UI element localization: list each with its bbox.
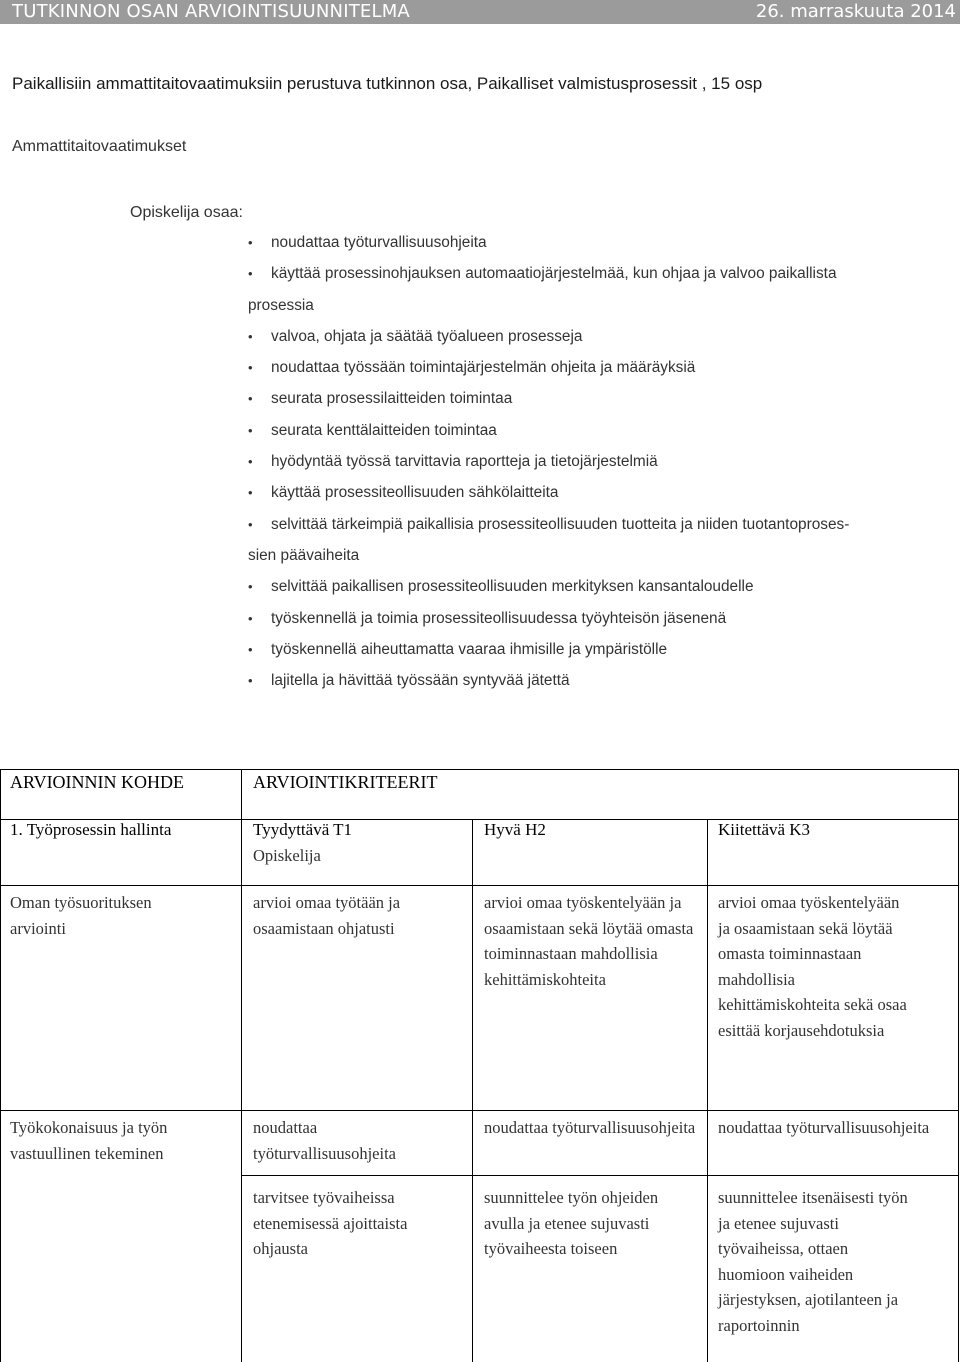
- list-item: • käyttää prosessinohjauksen automaatiojärjestelmää, kun ohjaa ja valvoo paikallista: [248, 258, 958, 289]
- list-item: • lajitella ja hävittää työssään syntyvää jätettä: [248, 665, 958, 696]
- topic-title: 1. Työprosessin hallinta: [10, 820, 172, 839]
- lead-text: Opiskelija osaa:: [130, 204, 243, 221]
- table-border: [0, 885, 959, 886]
- list-item: • valvoa, ohjata ja säätää työalueen prosesseja: [248, 321, 958, 352]
- grade-k3-header: Kiitettävä K3: [718, 820, 811, 839]
- bullet-icon: •: [248, 235, 253, 250]
- list-item: • käyttää prosessiteollisuuden sähkölaitteita: [248, 477, 958, 508]
- document-date: 26. marraskuuta 2014: [755, 1, 956, 22]
- table-border: [472, 819, 473, 1362]
- document-type: TUTKINNON OSAN ARVIOINTISUUNNITELMA: [12, 1, 410, 22]
- table-border: [241, 769, 242, 1362]
- table-header-criteria: ARVIOINTIKRITEERIT: [253, 772, 438, 792]
- list-item: • seurata kenttälaitteiden toimintaa: [248, 415, 958, 446]
- list-item-continuation: prosessia: [248, 296, 314, 314]
- assessment-table: [0, 769, 960, 1362]
- bullet-icon: •: [248, 516, 253, 532]
- row-h2: noudattaa työturvallisuusohjeita: [484, 1118, 696, 1137]
- bullet-icon: •: [248, 422, 253, 438]
- bullet-icon: •: [248, 641, 253, 657]
- list-item: • selvittää tärkeimpiä paikallisia prosessiteollisuuden tuotteita ja niiden tuotantoproses-: [248, 509, 958, 540]
- grade-note: Opiskelija: [253, 846, 321, 865]
- table-border: [958, 769, 959, 1362]
- table-border: [241, 1175, 959, 1176]
- row-h2: arvioi omaa työskentelyään ja osaamistaan sekä löytää omasta toiminnastaan mahdollisia kehittämiskohteita: [484, 893, 694, 989]
- row-k3: noudattaa työturvallisuusohjeita: [718, 1118, 930, 1137]
- row-k3: arvioi omaa työskentelyään ja osaamistaan sekä löytää omasta toiminnastaan mahdollisia kehittämiskohteita sekä osaa esittää korjausehdotuksia: [718, 893, 907, 1040]
- bullet-icon: •: [248, 360, 253, 376]
- bullet-icon: •: [248, 328, 253, 344]
- bullet-icon: •: [248, 391, 253, 407]
- row-t1: tarvitsee työvaiheissa etenemisessä ajoittaista ohjausta: [253, 1188, 408, 1258]
- bullet-icon: •: [248, 266, 253, 282]
- page-title: Paikallisiin ammattitaitovaatimuksiin perustuva tutkinnon osa, Paikalliset valmistusprosessit , 15 osp: [12, 74, 763, 93]
- row-topic: Työkokonaisuus ja työn vastuullinen tekeminen: [10, 1118, 168, 1163]
- bullet-icon: •: [248, 610, 253, 626]
- requirements-list: [248, 227, 958, 696]
- row-h2: suunnittelee työn ohjeiden avulla ja etenee sujuvasti työvaiheesta toiseen: [484, 1188, 659, 1258]
- list-item: • työskennellä aiheuttamatta vaaraa ihmisille ja ympäristölle: [248, 634, 958, 665]
- bullet-icon: •: [248, 485, 253, 501]
- grade-h2-header: Hyvä H2: [484, 820, 546, 839]
- table-border: [0, 769, 1, 1362]
- page-header: [0, 0, 960, 24]
- table-header-target: ARVIOINNIN KOHDE: [10, 772, 185, 792]
- list-item: • seurata prosessilaitteiden toimintaa: [248, 383, 958, 414]
- section-title: Ammattitaitovaatimukset: [12, 138, 187, 155]
- table-border: [707, 819, 708, 1362]
- list-item: • noudattaa työturvallisuusohjeita: [248, 227, 958, 258]
- row-t1: arvioi omaa työtään ja osaamistaan ohjatusti: [253, 893, 401, 938]
- list-item: • työskennellä ja toimia prosessiteollisuudessa työyhteisön jäsenenä: [248, 603, 958, 634]
- bullet-icon: •: [248, 454, 253, 470]
- list-item: • noudattaa työssään toimintajärjestelmän ohjeita ja määräyksiä: [248, 352, 958, 383]
- row-topic: Oman työsuorituksen arviointi: [10, 893, 152, 938]
- table-border: [0, 1110, 959, 1111]
- bullet-icon: •: [248, 579, 253, 595]
- list-item: • selvittää paikallisen prosessiteollisuuden merkityksen kansantaloudelle: [248, 571, 958, 602]
- bullet-icon: •: [248, 673, 253, 689]
- list-item: • hyödyntää työssä tarvittavia raportteja ja tietojärjestelmiä: [248, 446, 958, 477]
- row-k3: suunnittelee itsenäisesti työn ja etenee sujuvasti työvaiheissa, ottaen huomioon vaiheiden järjestyksen, ajotilanteen ja raportoinnin: [718, 1188, 908, 1335]
- list-item-continuation: sien päävaiheita: [248, 546, 360, 564]
- grade-t1-header: Tyydyttävä T1: [253, 820, 353, 839]
- row-t1: noudattaa työturvallisuusohjeita: [253, 1118, 396, 1163]
